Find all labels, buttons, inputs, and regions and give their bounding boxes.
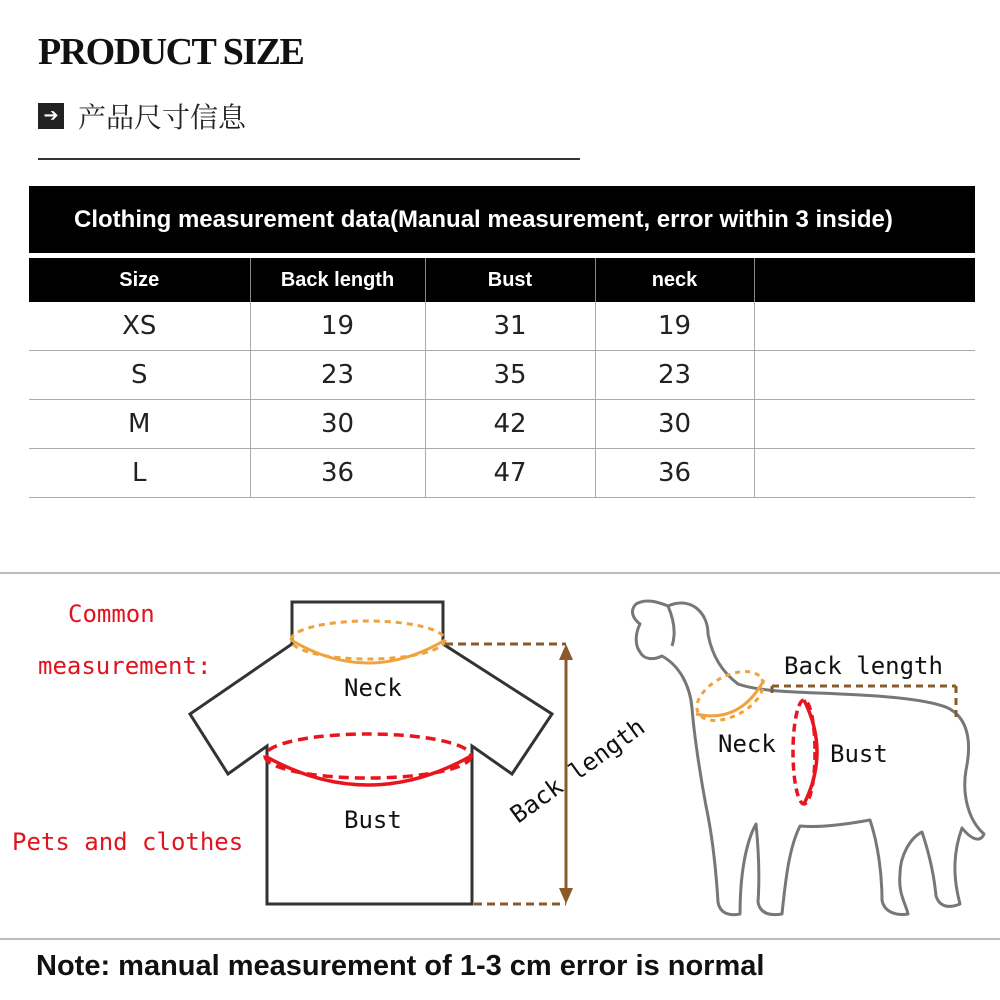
column-header-back-length: Back length [250, 258, 425, 302]
table-row [29, 400, 975, 449]
cell-bust: 31 [425, 302, 595, 351]
cell-empty [754, 449, 975, 498]
section-divider [0, 938, 1000, 940]
dog-neck-label: Neck [718, 730, 776, 758]
arrow-right-icon: ➔ [38, 103, 64, 129]
shirt-bust-label: Bust [344, 806, 402, 834]
table-row [29, 302, 975, 351]
title-underline [38, 158, 580, 160]
cell-neck: 36 [595, 449, 754, 498]
cell-back-length: 19 [250, 302, 425, 351]
cell-empty [754, 400, 975, 449]
column-header-neck: neck [595, 258, 754, 302]
column-header-size: Size [29, 258, 250, 302]
dog-neck-line-front [696, 680, 764, 716]
cell-neck: 30 [595, 400, 754, 449]
cell-neck: 19 [595, 302, 754, 351]
note-text: Note: manual measurement of 1-3 cm error is normal [36, 950, 765, 982]
cell-empty [754, 351, 975, 400]
measurement-label: measurement: [38, 652, 212, 680]
cell-bust: 35 [425, 351, 595, 400]
shirt-neck-label: Neck [344, 674, 402, 702]
subtitle-row [38, 96, 246, 136]
subtitle: 产品尺寸信息 [78, 101, 247, 134]
dog-bust-label: Bust [830, 740, 888, 768]
shirt-illustration [190, 602, 552, 904]
shirt-bust-line-front [265, 756, 471, 785]
cell-back-length: 36 [250, 449, 425, 498]
cell-size: XS [29, 302, 250, 351]
table-row [29, 351, 975, 400]
table-header-row [29, 258, 975, 302]
column-header-bust: Bust [425, 258, 595, 302]
cell-size: M [29, 400, 250, 449]
table-row [29, 449, 975, 498]
cell-back-length: 23 [250, 351, 425, 400]
cell-bust: 42 [425, 400, 595, 449]
cell-size: S [29, 351, 250, 400]
cell-neck: 23 [595, 351, 754, 400]
common-label: Common [68, 600, 155, 628]
measurement-banner: Clothing measurement data(Manual measurement, error within 3 inside) [29, 186, 975, 253]
shirt-back-length-label: Back length [505, 712, 651, 829]
measurement-diagram [0, 574, 1000, 938]
dog-illustration [633, 601, 984, 915]
dog-back-length-label: Back length [784, 652, 943, 680]
column-header-empty [754, 258, 975, 302]
cell-bust: 47 [425, 449, 595, 498]
size-table [29, 258, 975, 498]
dog-neck-line [689, 661, 771, 730]
cell-empty [754, 302, 975, 351]
pets-and-clothes-label: Pets and clothes [12, 828, 244, 856]
cell-size: L [29, 449, 250, 498]
page-title: PRODUCT SIZE [38, 31, 304, 73]
cell-back-length: 30 [250, 400, 425, 449]
